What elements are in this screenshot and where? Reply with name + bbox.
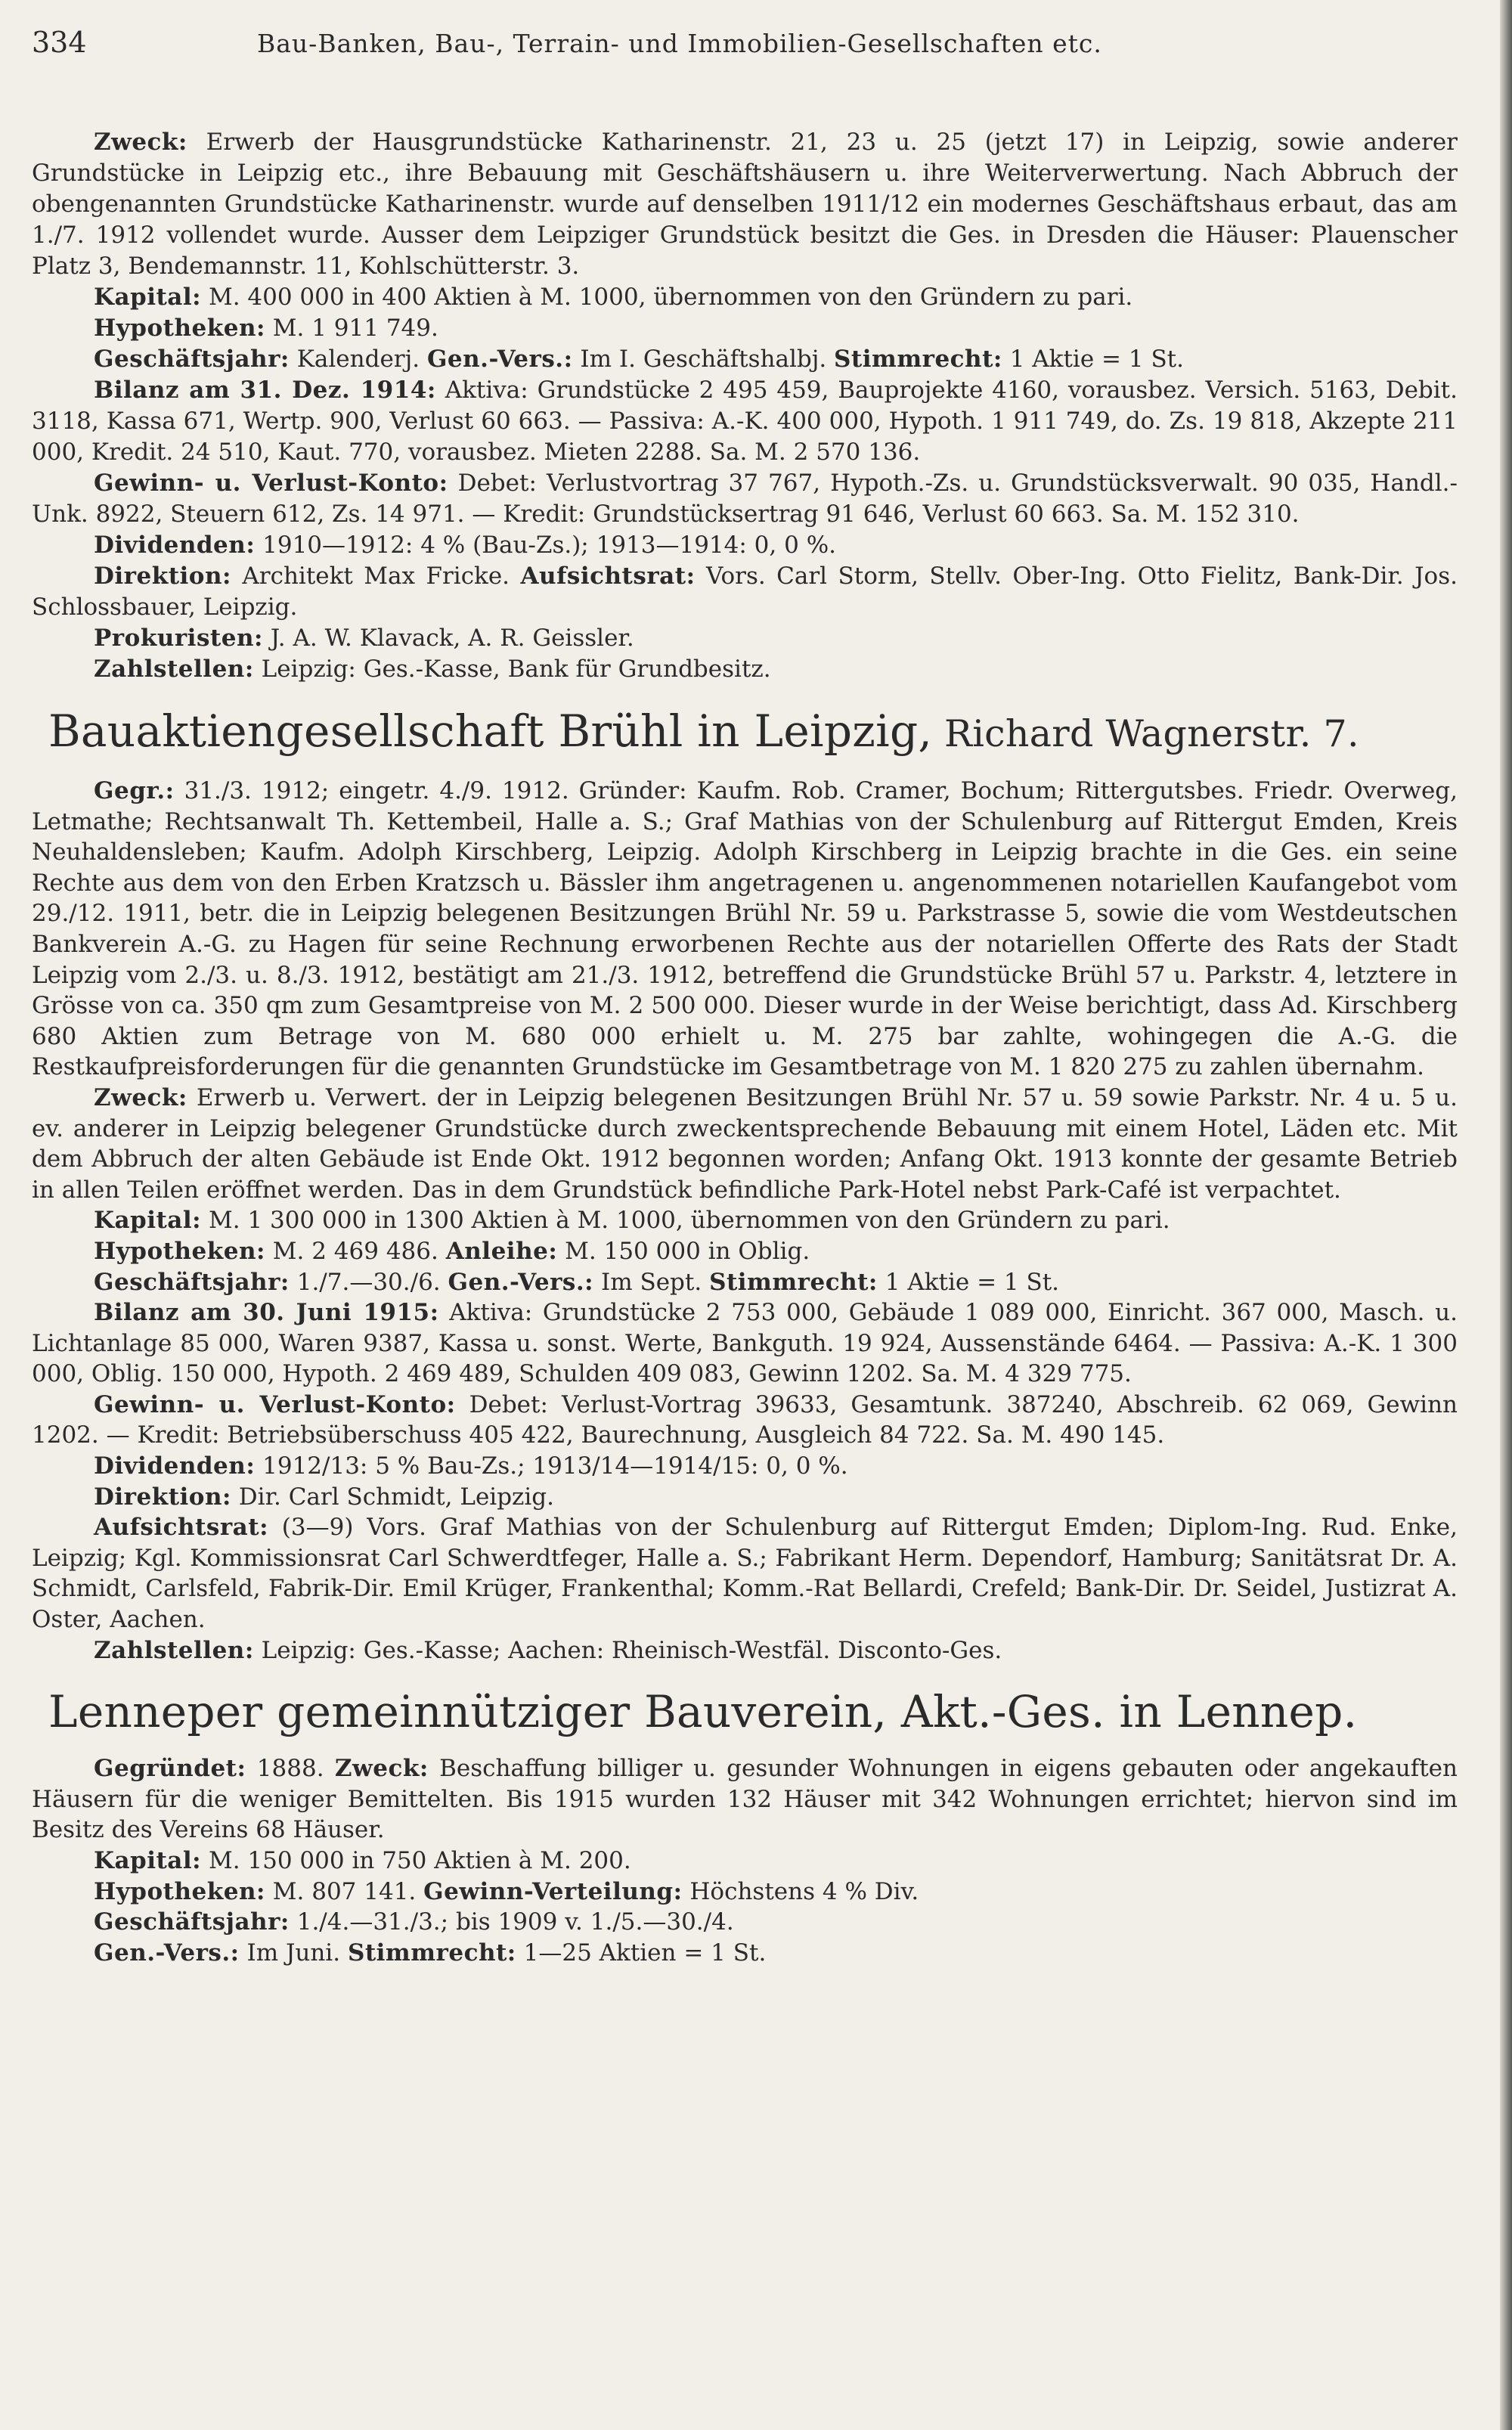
company-heading-lennep: Lenneper gemeinnütziger Bauverein, Akt.-Ges. in Lennep.: [48, 1686, 1358, 1738]
paragraph-gegruendet: Gegr.: 31./3. 1912; eingetr. 4./9. 1912. Gründer: Kaufm. Rob. Cramer, Bochum; Rittergutsbes. Friedr. Overweg, Letmathe; Rechtsanwalt Th. Kettembeil, Halle a. S.; Graf Mathias von der Schulenburg auf Rittergut Emden, Kreis Neuhaldensleben; Kaufm. Adolph Kirschberg, Leipzig. Adolph Kirschberg in Leipzig brachte in die Ges. ein seine Rechte aus dem von den Erben Kratzsch u. Bässler ihm angetragenen u. angenommenen notariellen Kaufangebot vom 29./12. 1911, betr. die in Leipzig belegenen Besitzungen Brühl Nr. 59 u. Parkstrasse 5, sowie die vom Westdeutschen Bankverein A.-G. zu Hagen für seine Rechnung erworbenen Rechte aus der notariellen Offerte des Rats der Stadt Leipzig vom 2./3. u. 8./3. 1912, bestätigt am 21./3. 1912, betreffend die Grundstücke Brühl 57 u. Parkstr. 4, letztere in Grösse von ca. 350 qm zum Gesamtpreise von M. 2 500 000. Dieser wurde in der Weise berichtigt, dass Ad. Kirschberg 680 Aktien zum Betrage von M. 680 000 erhielt u. M. 275 bar zahlte, wohingegen die A.-G. die Restkaufpreisforderungen für die genannten Grundstücke im Gesamtbetrage von M. 1 820 275 zu zahlen übernahm.: [32, 777, 1458, 1081]
paragraph-hypotheken: Hypotheken: M. 2 469 486. Anleihe: M. 150 000 in Oblig.: [94, 1237, 810, 1265]
page-binding-edge: [1500, 0, 1512, 2430]
paragraph-geschaeftsjahr: Geschäftsjahr: 1./7.—30./6. Gen.-Vers.: Im Sept. Stimmrecht: 1 Aktie = 1 St.: [94, 1268, 1060, 1296]
paragraph-bilanz: Bilanz am 30. Juni 1915: Aktiva: Grundstücke 2 753 000, Gebäude 1 089 000, Einricht. 367 000, Masch. u. Lichtanlage 85 000, Waren 9387, Kassa u. sonst. Werte, Bankguth. 19 924, Aussenstände 6464. — Passiva: A.-K. 1 300 000, Oblig. 150 000, Hypoth. 2 469 489, Schulden 409 083, Gewinn 1202. Sa. M. 4 329 775.: [32, 1299, 1458, 1388]
paragraph-zweck: Zweck: Erwerb der Hausgrundstücke Katharinenstr. 21, 23 u. 25 (jetzt 17) in Leipzig, sowie anderer Grundstücke in Leipzig etc., ihre Bebauung mit Geschäftshäusern u. ihre Weiterverwertung. Nach Abbruch der obengenannten Grundstücke Katharinenstr. wurde auf denselben 1911/12 ein modernes Geschäftshaus erbaut, das am 1./7. 1912 vollendet wurde. Ausser dem Leipziger Grundstück besitzt die Ges. in Dresden die Häuser: Plauenscher Platz 3, Bendemannstr. 11, Kohlschütterstr. 3.: [32, 129, 1458, 280]
paragraph-gegruendet: Gegründet: 1888. Zweck: Beschaffung billiger u. gesunder Wohnungen in eigens gebauten oder angekauften Häusern für die weniger Bemittelten. Bis 1915 wurden 132 Häuser mit 342 Wohnungen errichtet; hiervon sind im Besitz des Vereins 68 Häuser.: [32, 1755, 1458, 1844]
company-heading-bruehl: Bauaktiengesellschaft Brühl in Leipzig, Richard Wagnerstr. 7.: [48, 705, 1359, 757]
entry-katharinenstr: [32, 127, 1458, 685]
paragraph-aufsichtsrat: Aufsichtsrat: (3—9) Vors. Graf Mathias von der Schulenburg auf Rittergut Emden; Diplom-Ing. Rud. Enke, Leipzig; Kgl. Kommissionsrat Carl Schwerdtfeger, Halle a. S.; Fabrikant Herm. Dependorf, Hamburg; Sanitätsrat Dr. A. Schmidt, Carlsfeld, Fabrik-Dir. Emil Krüger, Frankenthal; Komm.-Rat Bellardi, Crefeld; Bank-Dir. Dr. Seidel, Justizrat A. Oster, Aachen.: [32, 1514, 1458, 1634]
entry-bruehl: [32, 776, 1458, 1666]
paragraph-hypotheken: Hypotheken: M. 1 911 749.: [94, 315, 438, 342]
paragraph-dividenden: Dividenden: 1912/13: 5 % Bau-Zs.; 1913/14—1914/15: 0, 0 %.: [94, 1452, 848, 1480]
paragraph-kapital: Kapital: M. 1 300 000 in 1300 Aktien à M. 1000, übernommen von den Gründern zu pari.: [94, 1207, 1170, 1235]
paragraph-prokuristen: Prokuristen: J. A. W. Klavack, A. R. Geissler.: [94, 625, 634, 652]
entry-lennep: [32, 1753, 1458, 1968]
paragraph-dividenden: Dividenden: 1910—1912: 4 % (Bau-Zs.); 1913—1914: 0, 0 %.: [94, 532, 836, 559]
paragraph-bilanz: Bilanz am 31. Dez. 1914: Aktiva: Grundstücke 2 495 459, Bauprojekte 4160, vorausbez. Versich. 5163, Debit. 3118, Kassa 671, Wertp. 900, Verlust 60 663. — Passiva: A.-K. 400 000, Hypoth. 1 911 749, do. Zs. 19 818, Akzepte 211 000, Kredit. 24 510, Kaut. 770, vorausbez. Mieten 2288. Sa. M. 2 570 136.: [32, 377, 1458, 466]
paragraph-kapital: Kapital: M. 400 000 in 400 Aktien à M. 1000, übernommen von den Gründern zu pari.: [94, 284, 1133, 311]
paragraph-gewinn-verlust: Gewinn- u. Verlust-Konto: Debet: Verlust-Vortrag 39633, Gesamtunk. 387240, Abschreib. 62 069, Gewinn 1202. — Kredit: Betriebsüberschuss 405 422, Baurechnung, Ausgleich 84 722. Sa. M. 490 145.: [32, 1390, 1458, 1449]
paragraph-hypotheken: Hypotheken: M. 807 141. Gewinn-Verteilung: Höchstens 4 % Div.: [94, 1877, 919, 1905]
paragraph-geschaeftsjahr: Geschäftsjahr: Kalenderj. Gen.-Vers.: Im I. Geschäftshalbj. Stimmrecht: 1 Aktie = 1 St.: [94, 346, 1184, 373]
page-number: 334: [32, 26, 87, 59]
paragraph-geschaeftsjahr: Geschäftsjahr: 1./4.—31./3.; bis 1909 v. 1./5.—30./4.: [94, 1908, 734, 1936]
paragraph-zweck: Zweck: Erwerb u. Verwert. der in Leipzig belegenen Besitzungen Brühl Nr. 57 u. 59 sowie Parkstr. Nr. 4 u. 5 u. ev. anderer in Leipzig belegener Grundstücke durch zweckentsprechende Bebauung mit einem Hotel, Läden etc. Mit dem Abbruch der alten Gebäude ist Ende Okt. 1912 begonnen worden; Anfang Okt. 1913 konnte der gesamte Betrieb in allen Teilen eröffnet werden. Das in dem Grundstück befindliche Park-Hotel nebst Park-Café ist verpachtet.: [32, 1083, 1458, 1204]
paragraph-direktion: Direktion: Architekt Max Fricke. Aufsichtsrat: Vors. Carl Storm, Stellv. Ober-Ing. Otto Fielitz, Bank-Dir. Jos. Schlossbauer, Leipzig.: [32, 563, 1458, 621]
paragraph-zahlstellen: Zahlstellen: Leipzig: Ges.-Kasse, Bank für Grundbesitz.: [94, 656, 771, 683]
paragraph-gen-vers: Gen.-Vers.: Im Juni. Stimmrecht: 1—25 Aktien = 1 St.: [94, 1939, 767, 1967]
paragraph-gewinn-verlust: Gewinn- u. Verlust-Konto: Debet: Verlustvortrag 37 767, Hypoth.-Zs. u. Grundstücksverwalt. 90 035, Handl.-Unk. 8922, Steuern 612, Zs. 14 971. — Kredit: Grundstücksertrag 91 646, Verlust 60 663. Sa. M. 152 310.: [32, 470, 1458, 528]
paragraph-direktion: Direktion: Dir. Carl Schmidt, Leipzig.: [94, 1483, 555, 1511]
paragraph-zahlstellen: Zahlstellen: Leipzig: Ges.-Kasse; Aachen: Rheinisch-Westfäl. Disconto-Ges.: [94, 1636, 1002, 1664]
running-title: Bau-Banken, Bau-, Terrain- und Immobilien-Gesellschaften etc.: [257, 29, 1102, 58]
paragraph-kapital: Kapital: M. 150 000 in 750 Aktien à M. 200.: [94, 1847, 631, 1874]
page-header: [32, 17, 1458, 79]
